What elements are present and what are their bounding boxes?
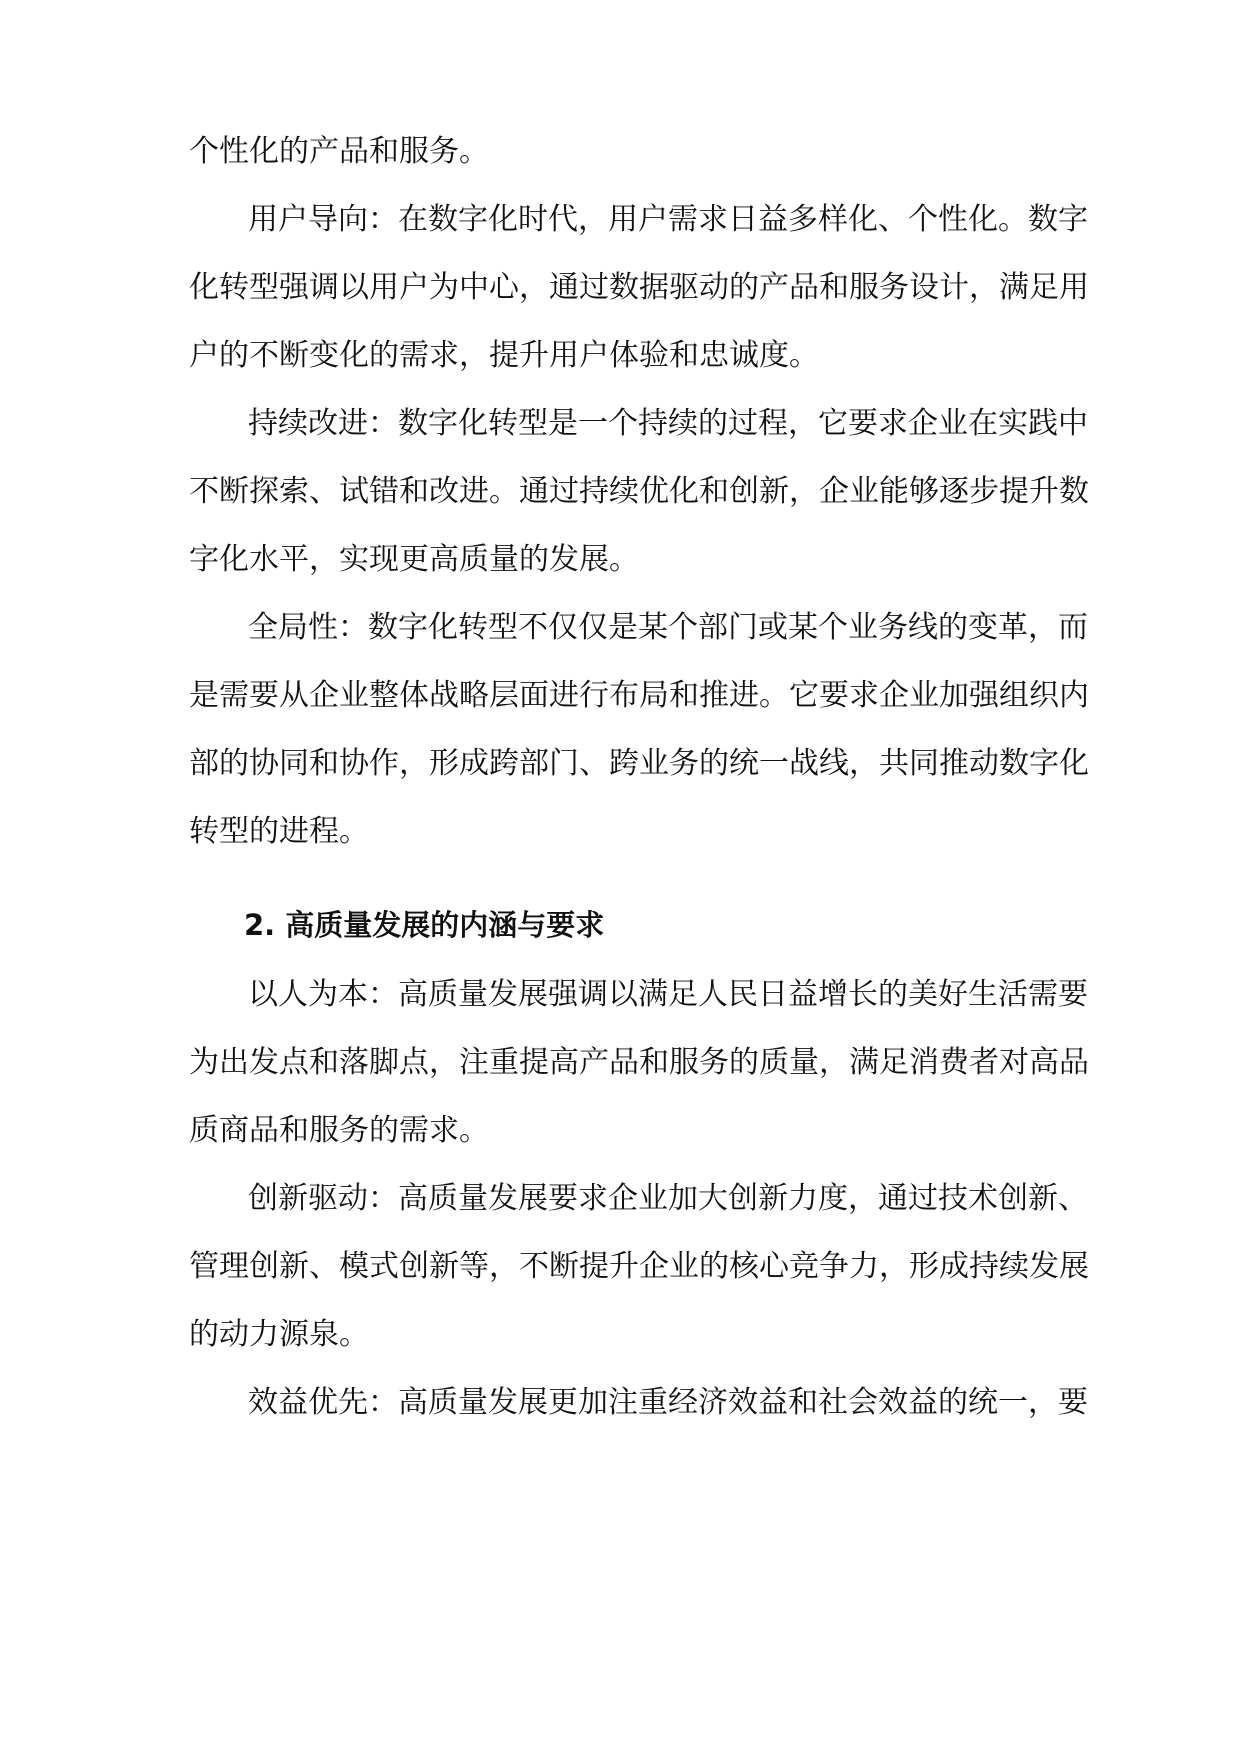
paragraph-line: 个性化的产品和服务。 <box>189 134 489 169</box>
paragraph-line: 创新驱动：高质量发展要求企业加大创新力度，通过技术创新、 <box>248 1181 1088 1216</box>
paragraph-line: 管理创新、模式创新等，不断提升企业的核心竞争力，形成持续发展 <box>189 1249 1089 1284</box>
paragraph-line: 用户导向：在数字化时代，用户需求日益多样化、个性化。数字 <box>248 202 1088 237</box>
section-heading: 2. 高质量发展的内涵与要求 <box>244 908 605 942</box>
paragraph-line: 字化水平，实现更高质量的发展。 <box>189 542 639 577</box>
paragraph-line: 全局性：数字化转型不仅仅是某个部门或某个业务线的变革，而 <box>248 610 1088 645</box>
paragraph-line: 化转型强调以用户为中心，通过数据驱动的产品和服务设计，满足用 <box>189 270 1089 305</box>
paragraph-line: 的动力源泉。 <box>189 1317 369 1352</box>
paragraph-line: 户的不断变化的需求，提升用户体验和忠诚度。 <box>189 338 819 373</box>
paragraph-line: 是需要从企业整体战略层面进行布局和推进。它要求企业加强组织内 <box>189 678 1089 713</box>
paragraph-line: 部的协同和协作，形成跨部门、跨业务的统一战线，共同推动数字化 <box>189 746 1089 781</box>
paragraph-line: 不断探索、试错和改进。通过持续优化和创新，企业能够逐步提升数 <box>189 474 1089 509</box>
paragraph-line: 效益优先：高质量发展更加注重经济效益和社会效益的统一，要 <box>248 1385 1088 1420</box>
paragraph-line: 持续改进：数字化转型是一个持续的过程，它要求企业在实践中 <box>248 406 1088 441</box>
paragraph-line: 转型的进程。 <box>189 814 369 849</box>
paragraph-line: 为出发点和落脚点，注重提高产品和服务的质量，满足消费者对高品 <box>189 1045 1089 1080</box>
paragraph-line: 以人为本：高质量发展强调以满足人民日益增长的美好生活需要 <box>248 977 1088 1012</box>
paragraph-line: 质商品和服务的需求。 <box>189 1113 489 1148</box>
